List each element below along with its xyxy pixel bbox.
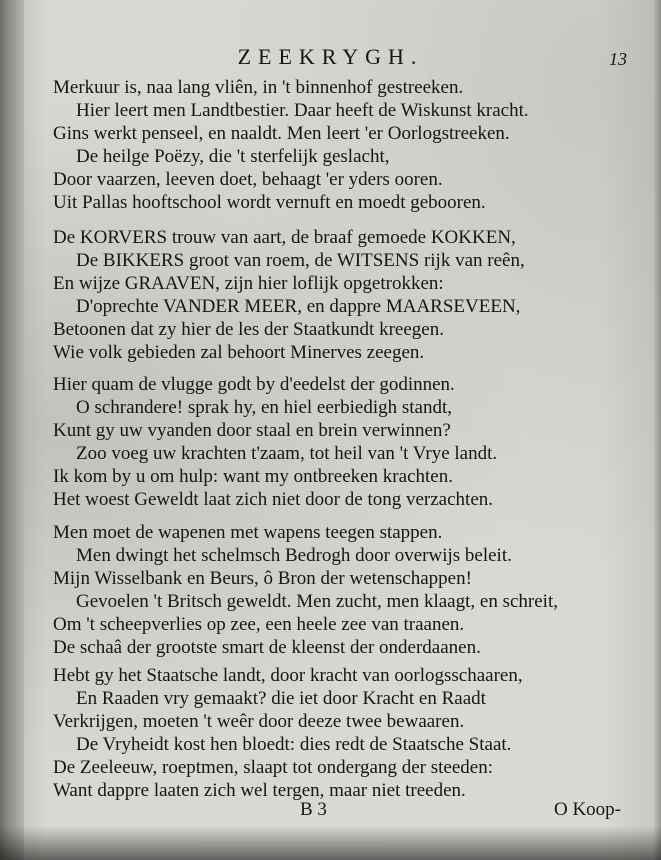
verse-line: De Vryheidt kost hen bloedt: dies redt de Staatsche Staat. — [76, 734, 512, 755]
verse-line: Hier leert men Landtbestier. Daar heeft de Wiskunst kracht. — [76, 100, 529, 121]
verse-line: Door vaarzen, leeven doet, behaagt 'er yders ooren. — [53, 169, 443, 190]
verse-line: Men dwingt het schelmsch Bedrogh door overwijs beleit. — [76, 545, 512, 566]
verse-line: De schaâ der grootste smart de kleenst der onderdaanen. — [53, 637, 481, 658]
verse-line: Mijn Wisselbank en Beurs, ô Bron der wetenschappen! — [53, 568, 472, 589]
verse-line: En wijze GRAAVEN, zijn hier loflijk opgetrokken: — [53, 273, 444, 294]
catchword: O Koop- — [553, 799, 621, 820]
running-title: ZEEKRYGH. — [237, 44, 424, 69]
verse-line: Zoo voeg uw krachten t'zaam, tot heil van 't Vrye landt. — [76, 443, 498, 464]
verse-line: Verkrijgen, moeten 't weêr door deeze twee bewaaren. — [53, 711, 465, 732]
verse-line: D'oprechte VANDER MEER, en dappre MAARSEVEEN, — [76, 296, 521, 317]
verse-line: De heilge Poëzy, die 't sterfelijk geslacht, — [76, 146, 390, 167]
verse-line: Merkuur is, naa lang vliên, in 't binnenhof gestreeken. — [53, 77, 464, 98]
verse-line: En Raaden vry gemaakt? die iet door Kracht en Raadt — [76, 688, 486, 709]
page-edge-shadow — [653, 0, 661, 860]
verse-line: Wie volk gebieden zal behoort Minerves zeegen. — [53, 342, 425, 363]
verse-line: O schrandere! sprak hy, en hiel eerbiedigh standt, — [76, 397, 452, 418]
verse-line: Gevoelen 't Britsch geweldt. Men zucht, men klaagt, en schreit, — [76, 591, 558, 612]
verse-line: Gins werkt penseel, en naaldt. Men leert 'er Oorlogstreeken. — [53, 123, 510, 144]
verse-line: Betoonen dat zy hier de les der Staatkundt kreegen. — [53, 319, 444, 340]
verse-line: Kunt gy uw vyanden door staal en brein verwinnen? — [53, 420, 451, 441]
verse-line: Het woest Geweldt laat zich niet door de tong verzachten. — [53, 489, 493, 510]
bottom-shadow — [0, 826, 661, 860]
page-number: 13 — [609, 49, 627, 69]
verse-line: De KORVERS trouw van aart, de braaf gemoede KOKKEN, — [53, 227, 516, 248]
binding-gutter — [0, 0, 24, 860]
verse-line: Uit Pallas hooftschool wordt vernuft en moedt gebooren. — [53, 192, 486, 213]
verse-line: De Zeeleeuw, roeptmen, slaapt tot ondergang der steeden: — [53, 757, 493, 778]
verse-line: Ik kom by u om hulp: want my ontbreeken krachten. — [53, 466, 453, 487]
verse-line: De BIKKERS groot van roem, de WITSENS rijk van reên, — [76, 250, 525, 271]
verse-line: Hebt gy het Staatsche landt, door kracht van oorlogsschaaren, — [53, 665, 523, 686]
verse-line: Hier quam de vlugge godt by d'eedelst der godinnen. — [53, 374, 455, 395]
verse-line: Om 't scheepverlies op zee, een heele zee van traanen. — [53, 614, 465, 635]
verse-line: Want dappre laaten zich wel tergen, maar niet treeden. — [53, 780, 466, 801]
verse-line: Men moet de wapenen met wapens teegen stappen. — [53, 522, 443, 543]
signature-mark: B 3 — [300, 799, 327, 820]
